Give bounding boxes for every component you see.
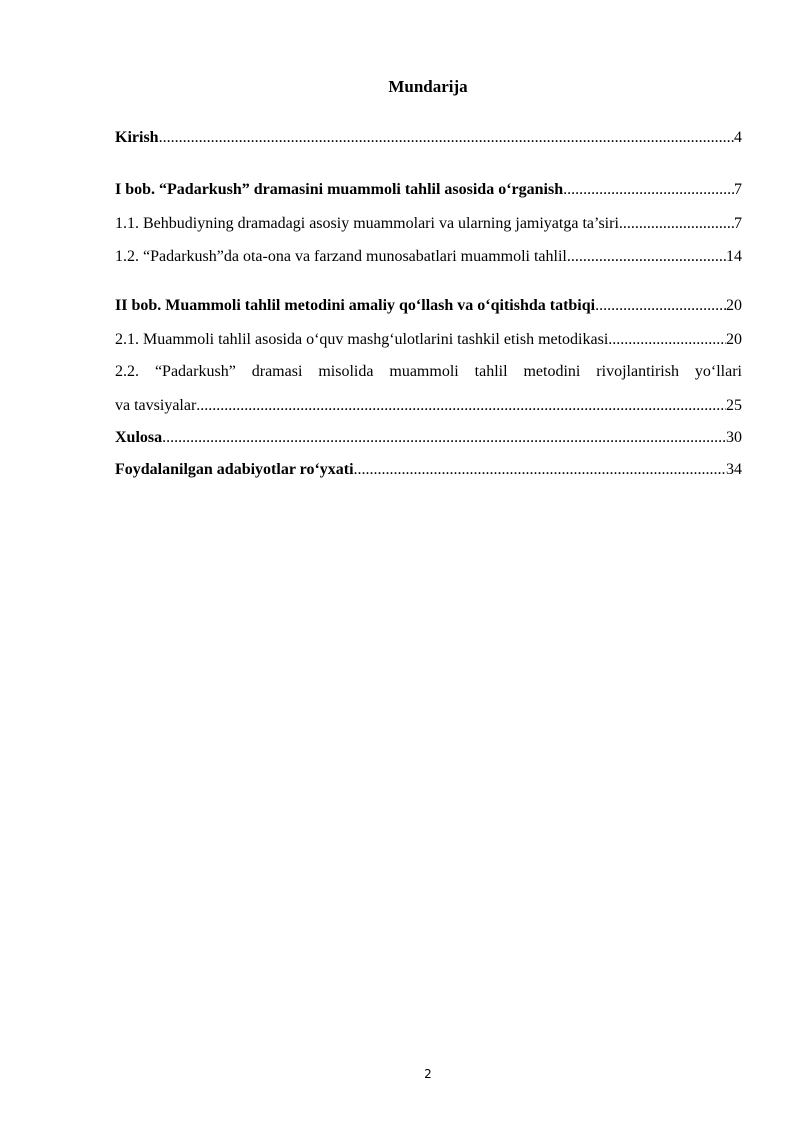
toc-page-number: 30 [726, 429, 742, 446]
toc-label: Foydalanilgan adabiyotlar ro‘yxati [115, 461, 354, 478]
toc-label: I bob. “Padarkush” dramasini muammoli tahlil asosida o‘rganish [115, 181, 564, 198]
toc-entry-adabiyotlar[interactable] [115, 459, 742, 481]
dot-leader [563, 179, 734, 201]
toc-entry-kirish[interactable] [115, 127, 742, 149]
toc-entry-xulosa[interactable] [115, 427, 742, 449]
toc-page-number: 14 [726, 248, 742, 265]
page-number: 2 [424, 1067, 432, 1081]
toc-entry-section-1-1[interactable] [115, 213, 742, 235]
toc-page-number: 4 [734, 129, 742, 146]
toc-entry-chapter-1[interactable] [115, 179, 742, 201]
toc-label: Xulosa [115, 429, 163, 446]
toc-page-number: 20 [726, 331, 742, 348]
toc-label: va tavsiyalar [115, 397, 197, 414]
toc-label: 2.2. “Padarkush” dramasi misolida muammoli tahlil metodini rivojlantirish yo‘llari [115, 363, 742, 380]
toc-label: II bob. Muammoli tahlil metodini amaliy qo‘llash va o‘qitishda tatbiqi [115, 297, 596, 314]
dot-leader [159, 127, 734, 149]
page-title: Mundarija [388, 77, 468, 96]
dot-leader [354, 459, 726, 481]
toc-page-number: 20 [726, 297, 742, 314]
toc-entry-section-2-1[interactable] [115, 329, 742, 351]
toc-label: 2.1. Muammoli tahlil asosida o‘quv mashg‘ulotlarini tashkil etish metodikasi [115, 331, 609, 348]
toc-entry-section-2-2-line-1[interactable] [115, 361, 742, 383]
toc-page-number: 34 [726, 461, 742, 478]
dot-leader [196, 395, 726, 417]
dot-leader [608, 329, 726, 351]
dot-leader [567, 246, 726, 268]
toc-page-number: 7 [734, 215, 742, 232]
toc-entry-section-1-2[interactable] [115, 246, 742, 268]
toc-entry-chapter-2[interactable] [115, 295, 742, 317]
toc-label: Kirish [115, 129, 159, 146]
dot-leader [162, 427, 726, 449]
toc-label: 1.2. “Padarkush”da ota-ona va farzand munosabatlari muammoli tahlil [115, 248, 567, 265]
dot-leader [595, 295, 726, 317]
dot-leader [619, 213, 734, 235]
toc-page-number: 25 [726, 397, 742, 414]
toc-page-number: 7 [734, 181, 742, 198]
toc-label: 1.1. Behbudiyning dramadagi asosiy muammolari va ularning jamiyatga ta’siri [115, 215, 619, 232]
toc-entry-section-2-2-line-2[interactable] [115, 395, 742, 417]
